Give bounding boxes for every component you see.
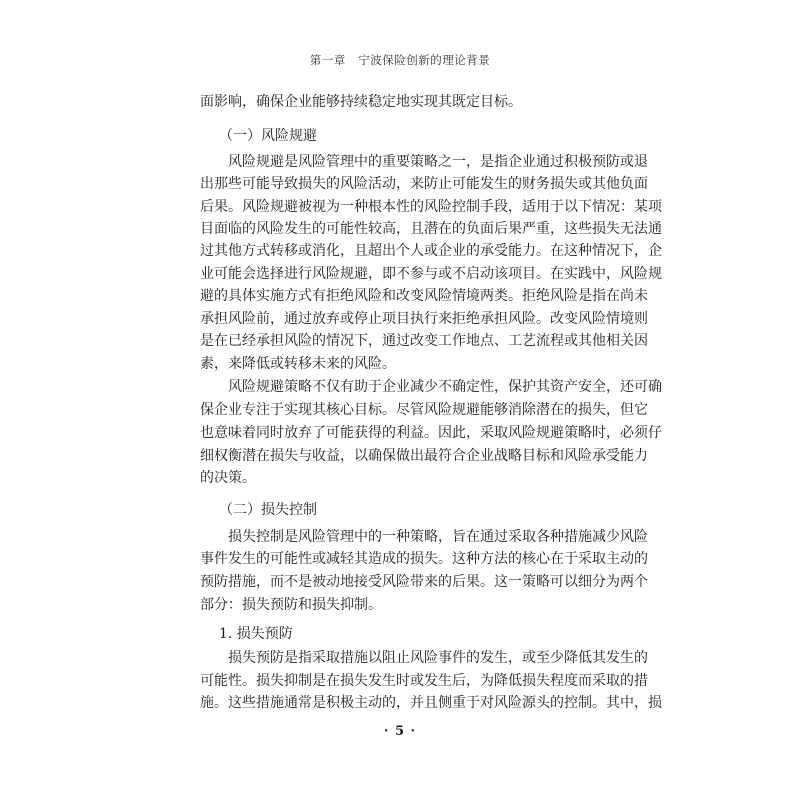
body-line: 损失预防是指采取措施以阻止风险事件的发生，或至少降低其发生的 bbox=[228, 650, 648, 666]
body-line: 后果。风险规避被视为一种根本性的风险控制手段，适用于以下情况：某项 bbox=[200, 199, 662, 215]
body-line: 过其他方式转移或消化，且超出个人或企业的承受能力。在这种情况下，企 bbox=[200, 243, 662, 259]
body-line: 部分：损失预防和损失抑制。 bbox=[200, 597, 382, 613]
body-line: 目面临的风险发生的可能性较高，且潜在的负面后果严重，这些损失无法通 bbox=[200, 221, 662, 237]
body-line: 避的具体实施方式有拒绝风险和改变风险情境两类。拒绝风险是指在尚未 bbox=[200, 288, 648, 304]
page-number: · 5 · bbox=[383, 724, 417, 739]
subsection-heading-loss-prevention: 1. 损失预防 bbox=[219, 626, 293, 642]
body-line: 业可能会选择进行风险规避，即不参与或不启动该项目。在实践中，风险规 bbox=[200, 266, 662, 282]
body-line: 预防措施，而不是被动地接受风险带来的后果。这一策略可以细分为两个 bbox=[200, 574, 648, 590]
body-line: 保企业专注于实现其核心目标。尽管风险规避能够消除潜在的损失，但它 bbox=[200, 402, 648, 418]
section-heading-risk-avoidance: （一）风险规避 bbox=[219, 128, 317, 144]
body-line: 损失控制是风险管理中的一种策略，旨在通过采取各种措施减少风险 bbox=[228, 529, 648, 545]
body-line: 出那些可能导致损失的风险活动，来防止可能发生的财务损失或其他负面 bbox=[200, 176, 648, 192]
body-line: 是在已经承担风险的情况下，通过改变工作地点、工艺流程或其他相关因 bbox=[200, 333, 648, 349]
body-line: 也意味着同时放弃了可能获得的利益。因此，采取风险规避策略时，必须仔 bbox=[200, 425, 662, 441]
body-line: 素，来降低或转移未来的风险。 bbox=[200, 356, 396, 372]
body-line: 施。这些措施通常是积极主动的，并且侧重于对风险源头的控制。其中，损 bbox=[200, 695, 662, 711]
body-line: 可能性。损失抑制是在损失发生时或发生后，为降低损失程度而采取的措 bbox=[200, 673, 648, 689]
body-line: 承担风险前，通过放弃或停止项目执行来拒绝承担风险。改变风险情境则 bbox=[200, 311, 648, 327]
body-line: 风险规避是风险管理中的重要策略之一，是指企业通过积极预防或退 bbox=[228, 154, 648, 170]
running-header: 第一章 宁波保险创新的理论背景 bbox=[309, 53, 491, 67]
body-line: 的决策。 bbox=[200, 470, 256, 486]
body-line: 细权衡潜在损失与收益，以确保做出最符合企业战略目标和风险承受能力 bbox=[200, 448, 648, 464]
body-line: 面影响，确保企业能够持续稳定地实现其既定目标。 bbox=[200, 94, 522, 110]
body-line: 事件发生的可能性或减轻其造成的损失。这种方法的核心在于采取主动的 bbox=[200, 551, 648, 567]
body-line: 风险规避策略不仅有助于企业减少不确定性，保护其资产安全，还可确 bbox=[228, 379, 662, 395]
section-heading-loss-control: （二）损失控制 bbox=[219, 502, 317, 518]
